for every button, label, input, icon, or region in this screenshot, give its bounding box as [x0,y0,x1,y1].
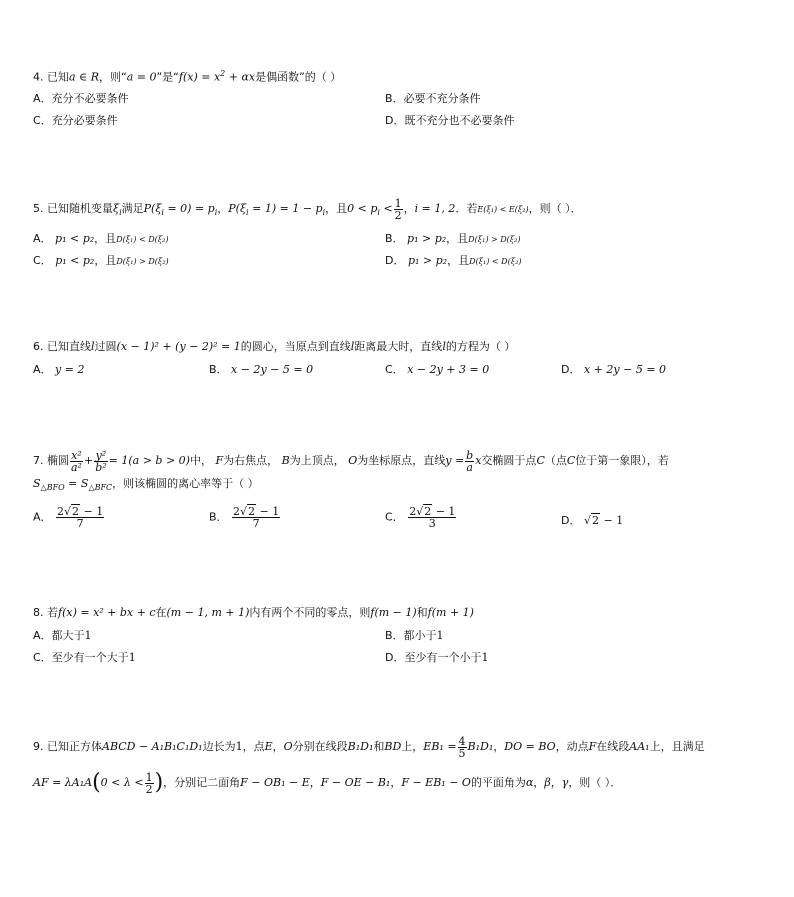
question-8-stem [33,605,773,621]
q7-text-6: （点 [544,454,567,467]
q7-option-a-radicand: 2 [72,505,80,518]
q5-fraction-numerator: 1 [394,196,402,210]
q8-option-b[interactable] [385,627,444,643]
q9-lambda-prefix: 0 < λ < [100,776,144,789]
q7-option-d-tail: − 1 [600,514,624,527]
q9-comma-1: ， [272,740,284,753]
q9-eb-numerator: 4 [458,734,466,748]
q4-function-tail: + αx [225,70,256,84]
q6-option-c-letter: C． [385,363,404,376]
q8-option-c-number: 1 [128,651,136,664]
q6-option-c-expression: x − 2y + 3 = 0 [407,363,490,376]
q5-option-b-mid: ，且 [446,232,469,245]
q5-option-c-mid: ，且 [94,254,117,267]
q7-option-c-radicand: 2 [424,505,432,518]
q7-option-b-fraction [232,506,280,529]
q8-option-a-letter: A． [33,629,52,642]
q7-fraction-y-denominator: b² [95,460,107,474]
q6-option-b[interactable] [209,361,313,377]
q7-option-a-minus-one: − 1 [80,505,104,518]
q7-option-d[interactable] [561,512,623,528]
q5-option-c-letter: C． [33,254,52,267]
q9-comma-4: ， [390,776,402,789]
q5-option-a-mid: ，且 [94,232,117,245]
q9-segment-bd: BD [384,740,402,753]
q5-option-d-condition: p₁ > p₂ [407,254,448,267]
q8-interval: (m − 1, m + 1) [166,606,250,619]
q7-option-b-letter: B． [209,510,228,524]
q5-option-b[interactable] [385,230,521,246]
q5-p2-expression: P(ξ [228,202,247,215]
q8-text-1: 在 [155,606,167,619]
q7-option-b-minus-one: − 1 [256,505,280,518]
q8-text-3: 和 [416,606,428,619]
q5-stem-prefix: 5. 已知随机变量 [33,202,113,215]
q7-option-c-minus-one: − 1 [432,505,456,518]
q7-area-2-subscript: △BFC [88,483,113,493]
q5-option-b-condition: p₁ > p₂ [407,232,447,245]
q7-fraction-y-numerator: y² [95,448,107,462]
q9-eb-denominator: 5 [458,746,466,760]
q8-option-c[interactable] [33,649,136,665]
q8-value-1: f(m − 1) [370,606,417,619]
q9-lambda-numerator: 1 [145,770,153,784]
q4-condition-a: a ∈ R [69,70,99,84]
q4-text-1: ，则“ [98,70,127,84]
q7-option-a-fraction [56,506,104,529]
q4-option-d-letter: D． [385,114,405,127]
q9-af-expression: AF = λA₁A [33,776,93,789]
q8-option-d[interactable] [385,649,488,665]
q9-eb-fraction [458,736,467,759]
q6-option-a[interactable] [33,361,84,377]
q9-right-paren: ) [154,770,164,795]
q5-option-c-variance: D(ξ₁) > D(ξ₂) [116,257,169,266]
q6-option-d[interactable] [561,361,666,377]
q8-option-d-letter: D． [385,651,405,664]
q4-option-b-text: 必要不充分条件 [403,92,481,105]
q4-option-c[interactable] [33,112,118,128]
q7-equation-tail: = 1(a > b > 0) [108,454,190,467]
question-7 [33,446,773,530]
q5-inequality-mid: < [379,202,393,215]
q9-text-8: 上，且满足 [649,740,705,753]
question-7-stem-line-2 [33,476,773,496]
q9-left-paren: ( [92,770,101,795]
q7-option-b[interactable] [209,506,281,529]
q9-text-11: ，则（ ）． [568,776,622,789]
q9-dihedral-angle-3: F − EB₁ − O [401,776,471,789]
q7-option-b-numerator: 2√2 − 1 [233,505,280,518]
q5-option-c[interactable] [33,252,169,268]
q4-option-b-letter: B． [385,92,404,105]
q5-option-d-mid: ，且 [447,254,470,267]
q7-line-prefix: y = [445,454,465,467]
q8-stem-prefix: 8. 若 [33,606,58,619]
question-4 [33,66,773,127]
q5-option-c-condition: p₁ < p₂ [55,254,95,267]
q7-area-equality: = S [64,477,89,490]
question-4-stem [33,66,773,86]
q4-option-a-text: 充分不必要条件 [51,92,129,105]
q9-comma-5: ， [533,776,545,789]
q4-option-c-letter: C． [33,114,52,127]
question-6-stem [33,339,773,355]
q7-text-3: 为上顶点， [289,454,345,467]
q8-option-b-letter: B． [385,629,404,642]
q7-line-slope-denominator: a [466,460,473,474]
q9-segment-b1d1: B₁D₁ [347,740,374,753]
q5-variable-subscript: i [119,208,122,218]
q7-point-b: B [281,454,290,467]
q5-p1-expression: P(ξ [143,202,162,215]
q4-option-a-letter: A． [33,92,52,105]
q6-option-d-expression: x + 2y − 5 = 0 [583,363,667,376]
q7-option-a-numerator: 2√2 − 1 [57,505,104,518]
q4-condition-b: a = 0 [126,70,157,84]
q7-option-a-denominator: 7 [76,517,84,530]
q7-text-7: 位于第一象限），若 [575,454,669,467]
q9-point-e: E [264,740,273,753]
q5-inequality-prefix: 0 < p [347,202,378,215]
q9-dihedral-angle-1: F − OB₁ − E [240,776,310,789]
q5-comma-1: ， [217,202,229,215]
q8-option-a-text: 都大于 [51,629,85,642]
q4-option-b[interactable] [385,90,481,106]
q7-line-slope [465,450,474,473]
q6-option-b-letter: B． [209,363,228,376]
q5-fraction-denominator: 2 [394,208,402,222]
q7-text-4: 为坐标原点，直线 [357,454,446,467]
q8-option-d-text: 至少有一个小于 [404,651,482,664]
q7-text-8: ，则该椭圆的离心率等于（ ） [112,477,259,490]
q9-eb-tail: B₁D₁ [467,740,494,753]
q9-comma-3: ， [309,776,321,789]
q7-option-c[interactable] [385,506,457,529]
q8-text-2: 内有两个不同的零点，则 [249,606,371,619]
q9-beta: β [544,776,551,789]
q7-option-a-coefficient: 2 [57,505,65,518]
q6-option-a-letter: A． [33,363,52,376]
q4-text-2: ”是“ [156,70,179,84]
q9-text-10: 的平面角为 [470,776,526,789]
q9-text-3: 分别在线段 [292,740,348,753]
q7-text-2: 为右焦点， [223,454,279,467]
q5-option-b-variance: D(ξ₁) > D(ξ₂) [468,235,521,244]
q7-point-c: C [536,454,545,467]
q7-option-c-coefficient: 2 [409,505,417,518]
q5-option-d-letter: D． [385,254,405,267]
q5-p2-tail-subscript: i [322,208,326,218]
q8-option-b-text: 都小于 [403,629,437,642]
q7-point-o: O [348,454,358,467]
q4-function: f(x) = x [178,70,221,84]
q9-point-f: F [588,740,597,753]
q7-fraction-x-denominator: a² [71,460,82,474]
q7-option-d-expression: √2 − 1 [583,514,624,527]
q6-text-3: 距离最大时，直线 [354,340,443,353]
q5-expectation-condition: E(ξ₁) < E(ξ₂) [477,205,529,214]
q9-dihedral-angle-2: F − OE − B₁ [320,776,391,789]
q6-text-4: 的方程为（ ） [445,340,516,353]
q9-stem-prefix: 9. 已知正方体 [33,740,102,753]
q7-fraction-x-numerator: x² [71,448,82,462]
q6-stem-prefix: 6. 已知直线 [33,340,91,353]
q5-p1-subscript: i [161,208,164,218]
q5-inequality-subscript: i [377,208,380,218]
q9-text-6: ，动点 [555,740,589,753]
q5-option-a-letter: A． [33,232,52,245]
q5-fraction-half [394,198,403,221]
question-9-stem [33,733,773,761]
q7-line-slope-numerator: b [466,448,474,462]
q9-text-9: ，分别记二面角 [163,776,241,789]
q6-option-d-letter: D． [561,363,581,376]
q7-option-c-fraction [408,506,456,529]
q4-text-3: 是偶函数”的（ ） [255,70,342,84]
q8-option-c-text: 至少有一个大于 [51,651,129,664]
question-5-stem [33,196,773,226]
q7-option-b-radicand: 2 [248,505,256,518]
q5-option-d[interactable] [385,252,521,268]
q5-option-d-variance: D(ξ₁) < D(ξ₂) [469,257,522,266]
question-8 [33,605,773,664]
q9-lambda-fraction [145,772,154,795]
q8-option-d-number: 1 [481,651,489,664]
q9-point-o: O [283,740,293,753]
q6-option-b-expression: x − 2y − 5 = 0 [231,363,314,376]
q5-text-4: ，则（ ）． [528,202,582,215]
q7-option-d-radicand: 2 [592,514,599,527]
q7-option-c-denominator: 3 [428,517,436,530]
q5-p2-tail: = 1) = 1 − p [248,202,323,215]
question-6 [33,339,773,376]
q4-option-c-text: 充分必要条件 [51,114,118,127]
q4-function-exponent: 2 [220,69,226,78]
q7-plus: + [83,454,94,467]
q5-p1-tail: = 0) = p [163,202,215,215]
q5-index: i = 1, 2 [414,202,456,215]
q7-point-c-2: C [566,454,576,467]
q8-option-c-letter: C． [33,651,52,664]
q9-text-7: 在线段 [596,740,630,753]
question-9 [33,733,773,801]
q5-p2-subscript: i [246,208,249,218]
question-9-stem-line-2 [33,765,773,801]
q5-option-a[interactable] [33,230,168,246]
q4-option-a[interactable] [33,90,129,106]
q7-line-tail: x [475,454,482,467]
q8-function: f(x) = x² + bx + c [58,606,156,619]
q8-option-a[interactable] [33,627,92,643]
q9-eb-prefix: EB₁ = [423,740,457,753]
q9-alpha: α [525,776,534,789]
q6-text-1: 过圆 [94,340,117,353]
q6-line-l-3: l [442,340,446,353]
q9-text-5: 上， [401,740,424,753]
q7-area-1-subscript: △BFO [40,483,65,493]
q6-line-l-2: l [350,340,355,353]
q8-option-a-number: 1 [84,629,92,642]
q9-edge-length: 1 [235,740,243,753]
q9-cube: ABCD − A₁B₁C₁D₁ [102,740,203,753]
q7-text-1: 中， [189,454,212,467]
q5-option-a-condition: p₁ < p₂ [55,232,95,245]
question-7-stem [33,446,773,476]
q7-option-b-denominator: 7 [252,517,260,530]
q7-fraction-x [70,450,83,473]
q7-fraction-y [94,450,107,473]
q9-do-equality: DO = BO [504,740,556,753]
q8-option-b-number: 1 [436,629,444,642]
q6-option-c[interactable] [385,361,489,377]
q9-text-1: 边长为 [202,740,236,753]
q5-variable: ξ [113,202,120,215]
question-5 [33,196,773,267]
q7-area-1: S [33,477,41,490]
q7-option-a-letter: A． [33,510,52,524]
q5-text-2: ，且 [325,202,348,215]
q4-option-d[interactable] [385,112,514,128]
q7-option-c-letter: C． [385,510,404,524]
q8-value-2: f(m + 1) [427,606,474,619]
q7-option-d-letter: D． [561,514,581,527]
q5-text-1: 满足 [121,202,144,215]
q5-p1-tail-subscript: i [214,208,218,218]
q6-circle-equation: (x − 1)² + (y − 2)² = 1 [116,340,241,353]
q9-gamma: γ [561,776,569,789]
q7-text-5: 交椭圆于点 [481,454,537,467]
q9-lambda-denominator: 2 [145,782,153,796]
q4-option-d-text: 既不充分也不必要条件 [404,114,515,127]
q5-comma-2: ， [403,202,415,215]
q9-comma-2: ， [493,740,505,753]
q9-comma-6: ， [550,776,562,789]
q7-option-c-numerator: 2√2 − 1 [409,505,456,518]
q9-text-2: ，点 [242,740,265,753]
q5-option-b-letter: B． [385,232,404,245]
q6-option-a-expression: y = 2 [55,363,85,376]
q7-option-a[interactable] [33,506,105,529]
q9-segment-aa1: AA₁ [629,740,650,753]
q6-text-2: 的圆心，当原点到直线 [240,340,351,353]
q7-stem-prefix: 7. 椭圆 [33,454,69,467]
q9-text-4: 和 [373,740,385,753]
q4-stem-prefix: 4. 已知 [33,70,69,84]
q6-line-l: l [91,340,95,353]
q5-text-3: ．若 [455,202,478,215]
q7-option-b-coefficient: 2 [233,505,241,518]
q5-option-a-variance: D(ξ₁) < D(ξ₂) [116,235,169,244]
q7-point-f: F [215,454,224,467]
